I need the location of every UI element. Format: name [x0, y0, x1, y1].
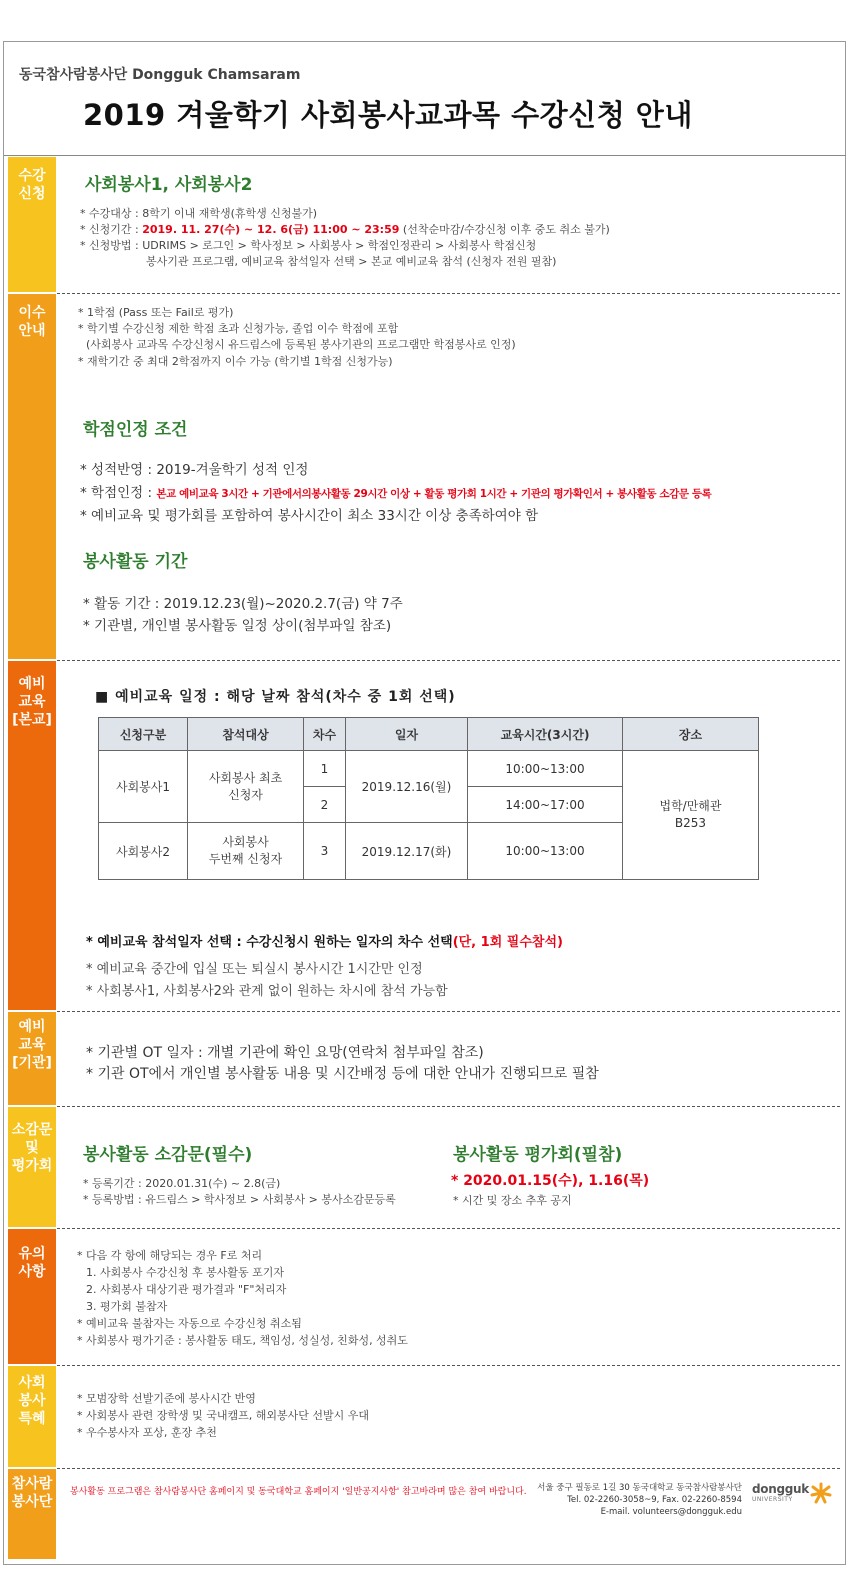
table-cell-time: 10:00~13:00 — [468, 823, 623, 880]
header-divider — [4, 155, 846, 156]
side-pre-org — [8, 1012, 56, 1105]
side-apply-label: 수강 신청 — [18, 168, 46, 202]
sunburst-icon — [810, 1482, 832, 1504]
credit-line-1: * 성적반영 : 2019-겨울학기 성적 인정 — [80, 462, 309, 478]
benefit-line-1: * 모범장학 선발기준에 봉사시간 반영 — [77, 1392, 256, 1405]
side-pre-school — [8, 661, 56, 1010]
completion-line-1: * 1학점 (Pass 또는 Fail로 평가) — [78, 306, 234, 319]
essay-heading: 봉사활동 소감문(필수) — [83, 1145, 253, 1165]
table-cell-date: 2019.12.17(화) — [346, 823, 468, 880]
contact-phone: Tel. 02-2260-3058~9, Fax. 02-2260-8594 — [567, 1495, 742, 1505]
schedule-table — [98, 717, 759, 880]
essay-period: * 등록기간 : 2020.01.31(수) ~ 2.8(금) — [83, 1177, 281, 1190]
side-caution — [8, 1229, 56, 1364]
essay-method: * 등록방법 : 유드림스 > 학사정보 > 사회봉사 > 봉사소감문등록 — [83, 1193, 396, 1206]
caution-line-1: * 다음 각 항에 해당되는 경우 F로 처리 — [77, 1249, 263, 1262]
completion-line-2: * 학기별 수강신청 제한 학점 초과 신청가능, 졸업 이수 학점에 포함 — [78, 322, 399, 335]
table-cell-no: 1 — [304, 751, 346, 787]
caution-line-6: * 사회봉사 평가기준 : 봉사활동 태도, 책임성, 성실성, 친화성, 성취도 — [77, 1334, 408, 1347]
table-header-cell: 참석대상 — [188, 718, 304, 751]
schedule-title: ■ 예비교육 일정 : 해당 날짜 참석(차수 중 1회 선택) — [95, 689, 456, 705]
pre-school-note-main: * 예비교육 참석일자 선택 : 수강신청시 원하는 일자의 차수 선택 — [86, 935, 453, 950]
divider — [57, 1228, 840, 1229]
period-line-1: * 활동 기간 : 2019.12.23(월)~2020.2.7(금) 약 7주 — [83, 596, 403, 612]
table-header-cell: 장소 — [623, 718, 759, 751]
divider — [57, 293, 840, 294]
apply-method: * 신청방법 : UDRIMS > 로그인 > 학사정보 > 사회봉사 > 학점인정관리 > 사회봉사 학점신청 — [80, 239, 537, 252]
side-essay — [8, 1107, 56, 1227]
table-header-cell: 교육시간(3시간) — [468, 718, 623, 751]
side-caution-label: 유의 사항 — [18, 1246, 46, 1280]
apply-period-note: (선착순마감/수강신청 이후 중도 취소 불가) — [399, 223, 610, 236]
footer-notice: 봉사활동 프로그램은 참사람봉사단 홈페이지 및 동국대학교 홈페이지 '일반공지사항' 참고바라며 많은 참여 바랍니다. — [70, 1487, 527, 1497]
completion-line-4: * 재학기간 중 최대 2학점까지 이수 가능 (학기별 1학점 신청가능) — [78, 355, 393, 368]
table-cell-target: 사회봉사 두번째 신청자 — [188, 823, 304, 880]
table-cell-no: 2 — [304, 787, 346, 823]
table-cell-time: 14:00~17:00 — [468, 787, 623, 823]
side-essay-label: 소감문 및 평가회 — [11, 1122, 53, 1174]
apply-period-label: * 신청기간 : — [80, 223, 143, 236]
evaluation-heading: 봉사활동 평가회(필참) — [453, 1145, 623, 1165]
table-cell-target: 사회봉사 최초 신청자 — [188, 751, 304, 823]
apply-heading: 사회봉사1, 사회봉사2 — [85, 175, 253, 195]
logo-wordmark: dongguk — [752, 1482, 809, 1496]
period-heading: 봉사활동 기간 — [83, 552, 188, 572]
credit-line-2 — [80, 482, 711, 505]
credit-heading: 학점인정 조건 — [83, 420, 188, 440]
pre-school-note-required: (단, 1회 필수참석) — [452, 935, 563, 950]
evaluation-dates: * 2020.01.15(수), 1.16(목) — [451, 1173, 650, 1189]
contact-address: 서울 중구 필동로 1길 30 동국대학교 동국참사람봉사단 — [537, 1483, 742, 1493]
credit-line-2-detail: 본교 예비교육 3시간 + 기관에서의봉사활동 29시간 이상 + 활동 평가회 1시간 + 기관의 평가확인서 + 봉사활동 소감문 등록 — [156, 488, 712, 500]
table-cell-time: 10:00~13:00 — [468, 751, 623, 787]
period-line-2: * 기관별, 개인별 봉사활동 일정 상이(첨부파일 참조) — [83, 618, 392, 634]
benefit-line-2: * 사회봉사 관련 장학생 및 국내캠프, 해외봉사단 선발시 우대 — [77, 1409, 369, 1422]
divider — [57, 1106, 840, 1107]
apply-period — [80, 221, 610, 238]
evaluation-note: * 시간 및 장소 추후 공지 — [453, 1194, 572, 1207]
side-pre-school-label: 예비 교육 [본교] — [12, 676, 52, 728]
table-header-row — [99, 718, 759, 751]
divider — [57, 660, 840, 661]
apply-target: * 수강대상 : 8학기 이내 재학생(휴학생 신청불가) — [80, 207, 318, 220]
side-completion-label: 이수 안내 — [18, 305, 46, 339]
credit-line-3: * 예비교육 및 평가회를 포함하여 봉사시간이 최소 33시간 이상 충족하여야 함 — [80, 508, 539, 524]
table-cell-type: 사회봉사2 — [99, 823, 188, 880]
benefit-line-3: * 우수봉사자 포상, 훈장 추천 — [77, 1426, 217, 1439]
table-row — [99, 751, 759, 787]
divider — [57, 1011, 840, 1012]
pre-school-note-1 — [86, 932, 563, 954]
table-header-cell: 차수 — [304, 718, 346, 751]
credit-line-2-label: * 학점인정 : — [80, 485, 157, 501]
table-cell-date: 2019.12.16(월) — [346, 751, 468, 823]
completion-line-3: (사회봉사 교과목 수강신청시 유드림스에 등록된 봉사기관의 프로그램만 학점봉사로 인정) — [86, 338, 516, 351]
caution-line-5: * 예비교육 불참자는 자동으로 수강신청 취소됨 — [77, 1317, 302, 1330]
org-name: 동국참사람봉사단 Dongguk Chamsaram — [19, 67, 301, 83]
side-benefit-label: 사회 봉사 특혜 — [18, 1375, 46, 1427]
pre-org-line-1: * 기관별 OT 일자 : 개별 기관에 확인 요망(연락처 첨부파일 참조) — [86, 1045, 484, 1061]
caution-line-3: 2. 사회봉사 대상기관 평가결과 "F"처리자 — [86, 1283, 287, 1296]
divider — [57, 1468, 840, 1469]
contact-email: E-mail. volunteers@dongguk.edu — [600, 1507, 742, 1517]
side-footer — [8, 1469, 56, 1559]
pre-org-line-2: * 기관 OT에서 개인별 봉사활동 내용 및 시간배정 등에 대한 안내가 진행되므로 필참 — [86, 1066, 599, 1082]
apply-period-dates: 2019. 11. 27(수) ~ 12. 6(금) 11:00 ~ 23:59 — [142, 223, 400, 236]
pre-school-note-2: * 예비교육 중간에 입실 또는 퇴실시 봉사시간 1시간만 인정 — [86, 962, 423, 977]
side-pre-org-label: 예비 교육 [기관] — [12, 1019, 52, 1071]
page-title: 2019 겨울학기 사회봉사교과목 수강신청 안내 — [83, 98, 693, 132]
table-cell-no: 3 — [304, 823, 346, 880]
side-footer-label: 참사람 봉사단 — [11, 1476, 53, 1510]
side-benefit — [8, 1366, 56, 1467]
dongguk-logo — [752, 1482, 832, 1504]
caution-line-4: 3. 평가회 불참자 — [86, 1300, 168, 1313]
pre-school-note-3: * 사회봉사1, 사회봉사2와 관계 없이 원하는 차시에 참석 가능함 — [86, 984, 448, 999]
logo-subtitle: UNIVERSITY — [752, 1496, 793, 1503]
divider — [57, 1365, 840, 1366]
table-header-cell: 신청구분 — [99, 718, 188, 751]
side-completion — [8, 294, 56, 659]
table-cell-place: 법학/만해관 B253 — [623, 751, 759, 880]
contact-info — [530, 1482, 742, 1518]
table-header-cell: 일자 — [346, 718, 468, 751]
caution-line-2: 1. 사회봉사 수강신청 후 봉사활동 포기자 — [86, 1266, 284, 1279]
table-cell-type: 사회봉사1 — [99, 751, 188, 823]
apply-method-cont: 봉사기관 프로그램, 예비교육 참석일자 선택 > 본교 예비교육 참석 (신청자 전원 필참) — [146, 255, 557, 268]
side-apply — [8, 157, 56, 292]
